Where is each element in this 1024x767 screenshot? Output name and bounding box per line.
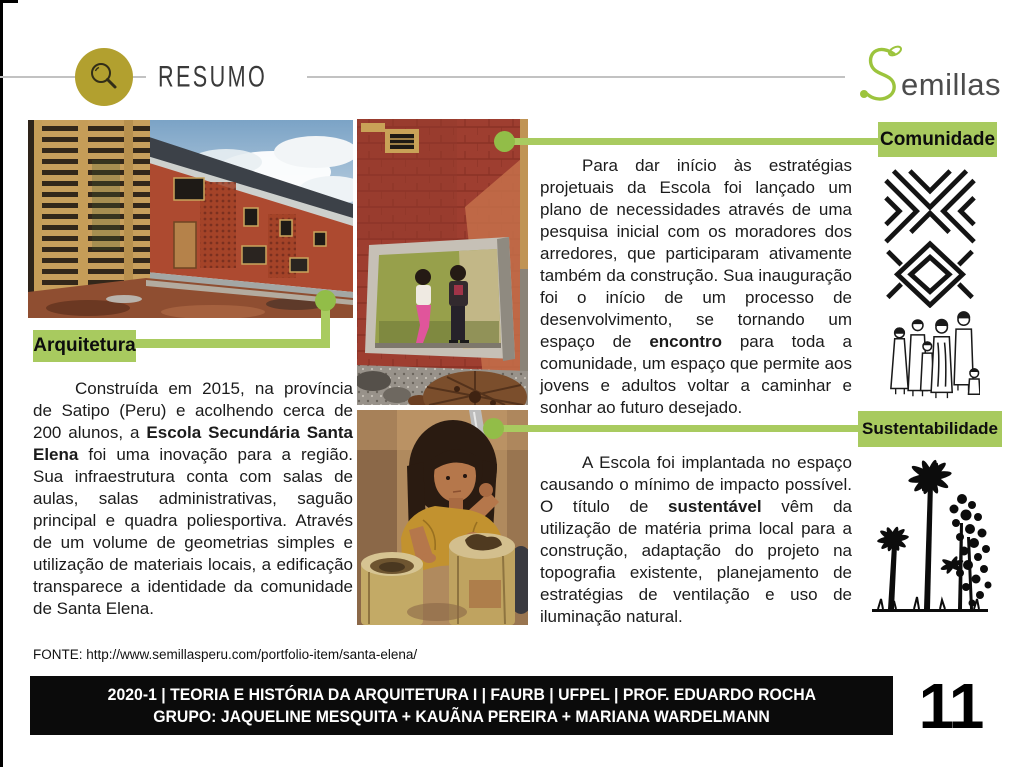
paragraph-comunidade <box>540 155 852 419</box>
page-left-border <box>0 0 3 767</box>
arquitetura-connector-horizontal <box>136 339 330 348</box>
paragraph-text: Para dar início às estratégias projetuais da Escola foi lançado um plano de necessidades através de uma pesquisa inicial com os moradores dos arredores, que participaram ativamente também da construção. Sua inauguração foi o início de um processo de desenvolvimento, se tornando um espaço de <box>540 156 852 351</box>
paragraph-arquitetura <box>33 378 353 620</box>
page-title: RESUMO <box>146 60 307 94</box>
paragraph-text: Construída em 2015, na província de Satipo (Peru) e acolhendo cerca de 200 alunos, a <box>33 379 353 442</box>
tribal-pattern-icon <box>884 168 976 308</box>
search-badge <box>75 48 133 106</box>
page-top-border <box>0 0 18 3</box>
search-icon <box>87 60 121 94</box>
school-building-illustration <box>28 120 353 318</box>
sustentabilidade-marker-dot <box>483 418 504 439</box>
arquitetura-marker-dot <box>315 290 336 311</box>
brand-logo <box>858 40 1018 106</box>
paragraph-text: foi uma inovação para a região. Sua infraestrutura conta com salas de aulas, salas administrativas, saguão principal e quadra poliesportiva. Através de um volume de geometrias simples e utilização de materiais locais, a edificação transparece a identidade da comunidade de Santa Elena. <box>33 445 353 618</box>
paragraph-text: para toda a comunidade, um espaço que permite aos jovens e adultos voltar a caminhar e sonhar ao futuro desejado. <box>540 332 852 417</box>
footer-course-line: 2020-1 | TEORIA E HISTÓRIA DA ARQUITETURA I | FAURB | UFPEL | PROF. EDUARDO ROCHA <box>107 684 816 704</box>
footer-bar <box>30 676 893 735</box>
label-arquitetura: Arquitetura <box>33 330 136 362</box>
comunidade-connector-line <box>505 138 878 145</box>
footer-group-line: GRUPO: JAQUELINE MESQUITA + KAUÃNA PEREIRA + MARIANA WARDELMANN <box>153 706 770 726</box>
paragraph-bold-text: encontro <box>649 332 723 351</box>
palm-trees-icon <box>866 453 996 625</box>
paragraph-text: A Escola foi implantada no espaço causando o mínimo de impacto possível. O título de <box>540 453 852 516</box>
paragraph-bold-text: Escola Secundária Santa Elena <box>33 423 353 464</box>
comunidade-marker-dot <box>494 131 515 152</box>
paragraph-sustentabilidade <box>540 452 852 628</box>
paragraph-bold-text: sustentável <box>668 497 762 516</box>
community-people-icon <box>888 308 980 402</box>
photo-child-bamboo <box>357 410 528 625</box>
brand-text: emillas <box>901 67 1001 102</box>
window-students-illustration <box>357 119 528 405</box>
photo-window-students <box>357 119 528 405</box>
label-sustentabilidade: Sustentabilidade <box>858 411 1002 447</box>
page-number: 11 <box>918 670 983 742</box>
sustentabilidade-connector-line <box>494 425 860 432</box>
brand-s-icon <box>858 42 904 106</box>
paragraph-text: vêm da utilização de matéria prima local para a construção, adaptação do projeto na topografia existente, planejamento de estratégias de ventilação e uso de iluminação natural. <box>540 497 852 626</box>
source-text: FONTE: http://www.semillasperu.com/portfolio-item/santa-elena/ <box>33 647 418 662</box>
photo-school-building <box>28 120 353 318</box>
label-comunidade: Comunidade <box>878 122 997 157</box>
child-bamboo-illustration <box>357 410 528 625</box>
